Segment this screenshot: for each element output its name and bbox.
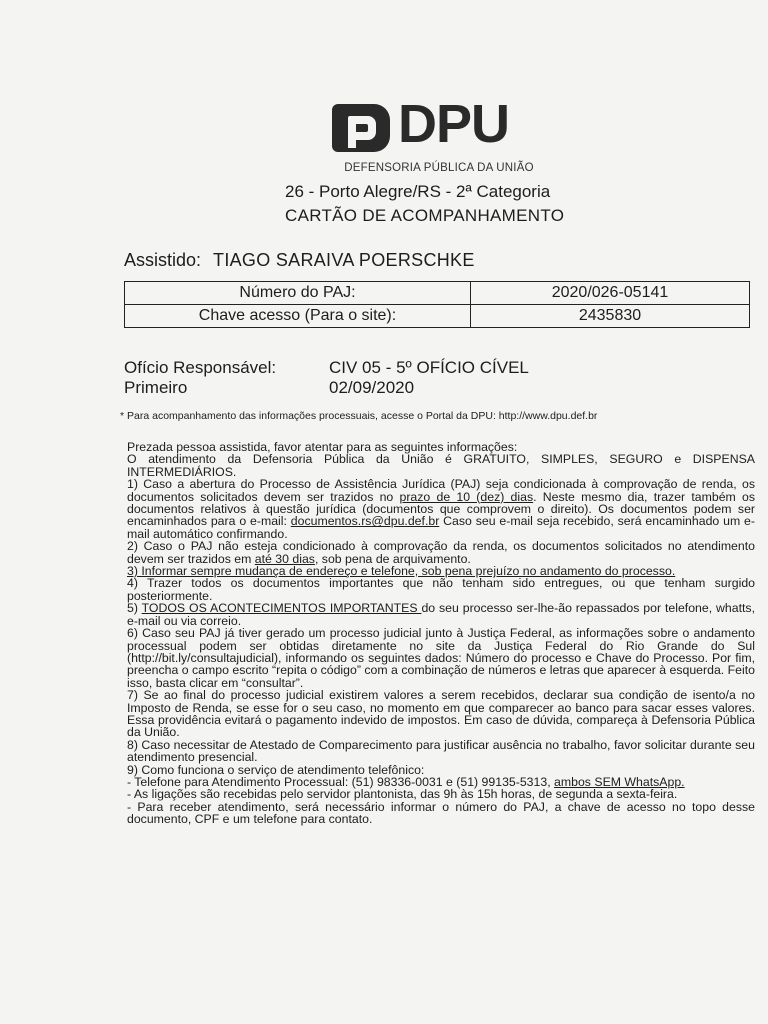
instructions-body [127, 441, 755, 826]
item-7: 7) Se ao final do processo judicial existirem valores a serem recebidos, declarar sua condição de isento/a no Imposto de Renda, se esse for o seu caso, no momento em que comparecer ao banco para sacar esses valores. Essa providência evitará o pagamento indevido de impostos. Em caso de dúvida, compareça à Defensoria Pública da União. [127, 688, 755, 740]
item-9a-whatsapp-note: ambos SEM WhatsApp. [554, 774, 685, 789]
office-responsavel-value: CIV 05 - 5º OFÍCIO CÍVEL [329, 358, 529, 377]
item-3: 3) Informar sempre mudança de endereço e telefone, sob pena prejuízo no andamento do processo. [127, 564, 676, 579]
item-2-deadline: até 30 dias [254, 551, 315, 566]
item-2-text-b: , sob pena de arquivamento. [314, 551, 471, 566]
item-1-deadline: prazo de 10 (dez) dias [399, 489, 534, 504]
paj-number-value: 2020/026-05141 [471, 282, 750, 305]
card-title: CARTÃO DE ACOMPANHAMENTO [285, 206, 565, 225]
item-1-text-c: Caso seu e-mail seja recebido, será encaminhado um e-mail automático confirmando. [127, 514, 755, 541]
item-5-text-a: 5) [127, 601, 142, 616]
item-9c: - Para receber atendimento, será necessário informar o número do PAJ, a chave de acesso no topo desse documento, CPF e um telefone para contato. [127, 799, 755, 827]
access-key-label: Chave acesso (Para o site): [125, 305, 471, 328]
item-6: 6) Caso seu PAJ já tiver gerado um processo judicial junto à Justiça Federal, as informações sobre o andamento processual podem ser obtidas diretamente no site da Justiça Federal do Rio Grande do Sul (http://bit.ly/consultajudicial), informando os seguintes dados: Número do processo e Chave do Processo. Por fim, preencha o campo escrito “repita o código” com a combinação de números e letras que aparecer à esquerda. Feito isso, basta clicar em “consultar”. [127, 626, 755, 690]
office-primeiro-value: 02/09/2020 [329, 378, 415, 397]
item-2 [127, 540, 755, 565]
item-9: 9) Como funciona o serviço de atendimento telefônico: [127, 762, 425, 777]
assistido-name: TIAGO SARAIVA POERSCHKE [213, 250, 475, 270]
unit-line: 26 - Porto Alegre/RS - 2ª Categoria [285, 182, 551, 201]
office-info [124, 358, 529, 398]
assistido-label: Assistido: [124, 250, 202, 270]
item-5-text-b: do seu processo ser-lhe-ão repassados por telefone, whatts, e-mail ou via correio. [127, 601, 756, 628]
item-4: 4) Trazer todos os documentos importantes que não tenham sido entregues, ou que tenham surgido posteriormente. [127, 576, 755, 603]
item-1-text-a: 1) Caso a abertura do Processo de Assistência Jurídica (PAJ) seja condicionada à comprovação de renda, os documentos solicitados devem ser trazidos no [127, 477, 755, 504]
item-5-highlight: TODOS OS ACONTECIMENTOS IMPORTANTES [141, 601, 422, 616]
dpu-logo [330, 94, 542, 160]
item-9b: - As ligações são recebidas pelo servidor plantonista, das 9h às 15h horas, de segunda a sexta-feira. [127, 787, 678, 802]
table-row [125, 305, 750, 328]
dpu-logo-mark-icon [330, 102, 392, 154]
item-9a-text: - Telefone para Atendimento Processual: (51) 98336-0031 e (51) 99135-5313, [127, 774, 555, 789]
documents-email-link[interactable]: documentos.rs@dpu.def.br [290, 514, 440, 529]
item-2-text-a: 2) Caso o PAJ não esteja condicionado à comprovação da renda, os documentos solicitados no atendimento devem ser trazidos em [127, 539, 755, 566]
item-1-text-b: . Neste mesmo dia, trazer também os documentos relativos à questão jurídica (documentos que comprovem o direito). Os documentos podem ser encaminhados para o e-mail: [127, 489, 755, 529]
portal-note: * Para acompanhamento das informações processuais, acesse o Portal da DPU: http://www.dpu.def.br [120, 410, 598, 422]
logo-text: DPU [398, 94, 510, 154]
intro-line-2: O atendimento da Defensoria Pública da União é GRATUITO, SIMPLES, SEGURO e DISPENSA INTERMEDIÁRIOS. [127, 452, 755, 479]
office-primeiro-row [124, 378, 529, 398]
table-row [125, 282, 750, 305]
office-responsavel-label: Ofício Responsável: [124, 358, 277, 377]
logo-subtitle: DEFENSORIA PÚBLICA DA UNIÃO [344, 162, 534, 174]
office-responsavel-row [124, 358, 529, 378]
assistido-line [124, 250, 475, 271]
item-1 [127, 478, 755, 540]
item-8: 8) Caso necessitar de Atestado de Comparecimento para justificar ausência no trabalho, favor solicitar durante seu atendimento presencial. [127, 737, 755, 765]
paj-table [124, 281, 750, 328]
office-primeiro-label: Primeiro [124, 378, 188, 397]
item-5 [127, 602, 755, 627]
access-key-value: 2435830 [471, 305, 750, 328]
paj-number-label: Número do PAJ: [125, 282, 471, 305]
intro-line-1: Prezada pessoa assistida, favor atentar para as seguintes informações: [127, 440, 518, 454]
